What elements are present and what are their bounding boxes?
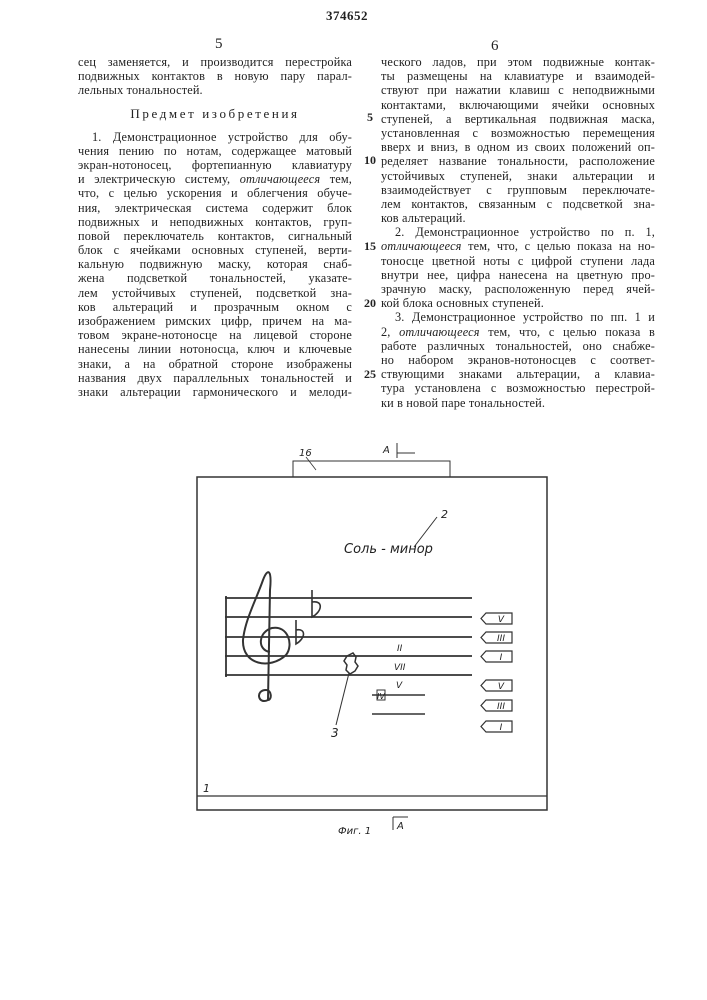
text-line: ков альтераций и прозрачным окном с <box>78 300 352 314</box>
column-number-left: 5 <box>215 36 223 53</box>
text-line: ки в новой паре тональностей. <box>381 396 655 410</box>
line-number: 5 <box>367 110 373 125</box>
text-line: внутри нее, цифра нанесена на цветную про- <box>381 268 655 282</box>
text-line: ствуют при нажатии клавиш с неподвижными <box>381 83 655 97</box>
text-line: подвижных контактов в новую пару парал- <box>78 69 352 83</box>
top-block-16 <box>293 461 450 477</box>
line-number: 25 <box>364 367 376 382</box>
key-name: Соль - минор <box>344 542 433 557</box>
text-line: нанесены линии нотоносца, ключ и ключевые <box>78 342 352 356</box>
text-line: устойчивых ступеней, знаки альтерации и <box>381 169 655 183</box>
staff-numeral: II <box>397 644 403 654</box>
tag-label: III <box>497 634 505 644</box>
text-line: товом экране-нотоносце на лицевой стороне <box>78 328 352 342</box>
staff-numeral: V <box>396 681 403 691</box>
leader-3 <box>336 673 349 725</box>
text-line: но набором экранов-нотоносцев с соответ- <box>381 353 655 367</box>
text-line: изображением римских цифр, причем на ма- <box>78 314 352 328</box>
text-line: подвижных и неподвижных контактов, груп- <box>78 215 352 229</box>
column-number-right: 6 <box>491 38 499 55</box>
text-line: кой блока основных ступеней. <box>381 296 655 310</box>
text-segment: тем, <box>320 172 352 186</box>
tag-label: I <box>500 723 503 733</box>
text-line: работе различных тональностей, оно снабже- <box>381 339 655 353</box>
figure-1 <box>0 0 707 1000</box>
text-line: названия двух параллельных тональностей и <box>78 371 352 385</box>
label-2: 2 <box>441 508 448 521</box>
text-line: экран-нотоносец, фортепианную клавиатуру <box>78 158 352 172</box>
text-line: ков альтераций. <box>381 211 655 225</box>
text-line: лем устойчивых ступеней, подсветкой зна- <box>78 286 352 300</box>
tag-label: V <box>498 682 505 692</box>
text-line: повой переключатель контактов, сигнальный <box>78 229 352 243</box>
text-line: ступеней, а вертикальная подвижная маска, <box>381 112 655 126</box>
text-line: зрачную маску, расположенную перед ячей- <box>381 282 655 296</box>
label-16: 16 <box>299 448 312 459</box>
text-line: кальную подвижную маску, которая снаб- <box>78 257 352 271</box>
text-line: знаки, а на обратной стороне изображены <box>78 357 352 371</box>
italic-term: отличающееся <box>381 239 462 253</box>
text-line: установленная с возможностью перемещения <box>381 126 655 140</box>
text-line: взаимодействует с групповым переключате- <box>381 183 655 197</box>
figure-caption: Фиг. 1 <box>338 826 371 837</box>
text-line: ствующими знаками альтерации, а клавиа- <box>381 367 655 381</box>
text-segment: 2, <box>381 325 399 339</box>
tag-label: I <box>500 653 503 663</box>
text-line: ты размещены на клавиатуре и взаимодей- <box>381 69 655 83</box>
label-section-top: А <box>382 445 390 456</box>
text-line: контактами, включающими ячейки основных <box>381 98 655 112</box>
text-line: лем контактов, связанным с подсветкой зна- <box>381 197 655 211</box>
italic-term: отличающееся <box>399 325 480 339</box>
text-line: сец заменяется, и производится перестройка <box>78 55 352 69</box>
italic-term: отличающееся <box>240 172 321 186</box>
text-line: что, с целью ускорения и облегчения обуче- <box>78 186 352 200</box>
text-line: ческого ладов, при этом подвижные контак- <box>381 55 655 69</box>
line-number: 10 <box>364 153 376 168</box>
text-line: знаки альтерации гармонического и мелоди- <box>78 385 352 399</box>
text-line: ределяет название тональности, расположение <box>381 154 655 168</box>
staff-numeral: IV <box>377 692 385 701</box>
label-3: 3 <box>331 726 339 740</box>
text-line: лельных тональностей. <box>78 83 352 97</box>
text-line: 1. Демонстрационное устройство для обу- <box>78 130 352 144</box>
label-1: 1 <box>203 782 210 795</box>
text-line: 3. Демонстрационное устройство по пп. 1 и <box>381 310 655 324</box>
indicator-tags <box>481 613 512 732</box>
text-line: блок с ячейками основных ступеней, верти- <box>78 243 352 257</box>
staff-numeral: VII <box>394 663 406 673</box>
patent-number: 374652 <box>326 8 368 24</box>
text-segment: и электрическую систему, <box>78 172 240 186</box>
text-line: чения пению по нотам, содержащее матовый <box>78 144 352 158</box>
flat-sign-icon <box>312 590 320 617</box>
line-number: 20 <box>364 296 376 311</box>
text-line: жена подсветкой тональностей, указате- <box>78 271 352 285</box>
text-segment: тем, что, с целью показа в <box>488 325 655 339</box>
text-line: тоносце цветной ноты с цифрой ступени лада <box>381 254 655 268</box>
section-heading: Предмет изобретения <box>78 98 352 126</box>
text-line: 2. Демонстрационное устройство по п. 1, <box>381 225 655 239</box>
text-line: ния, электрическая система содержит блок <box>78 201 352 215</box>
tag-label: V <box>498 615 505 625</box>
text-line: вверх и вниз, в одном из своих положений оп- <box>381 140 655 154</box>
tag-label: III <box>497 702 505 712</box>
text-line: тура установлена с возможностью перестрой- <box>381 381 655 395</box>
label-section-bottom: А <box>396 821 404 832</box>
line-number: 15 <box>364 239 376 254</box>
text-segment: тем, что, с целью показа на но- <box>468 239 655 253</box>
flat-sign-icon <box>296 620 304 644</box>
